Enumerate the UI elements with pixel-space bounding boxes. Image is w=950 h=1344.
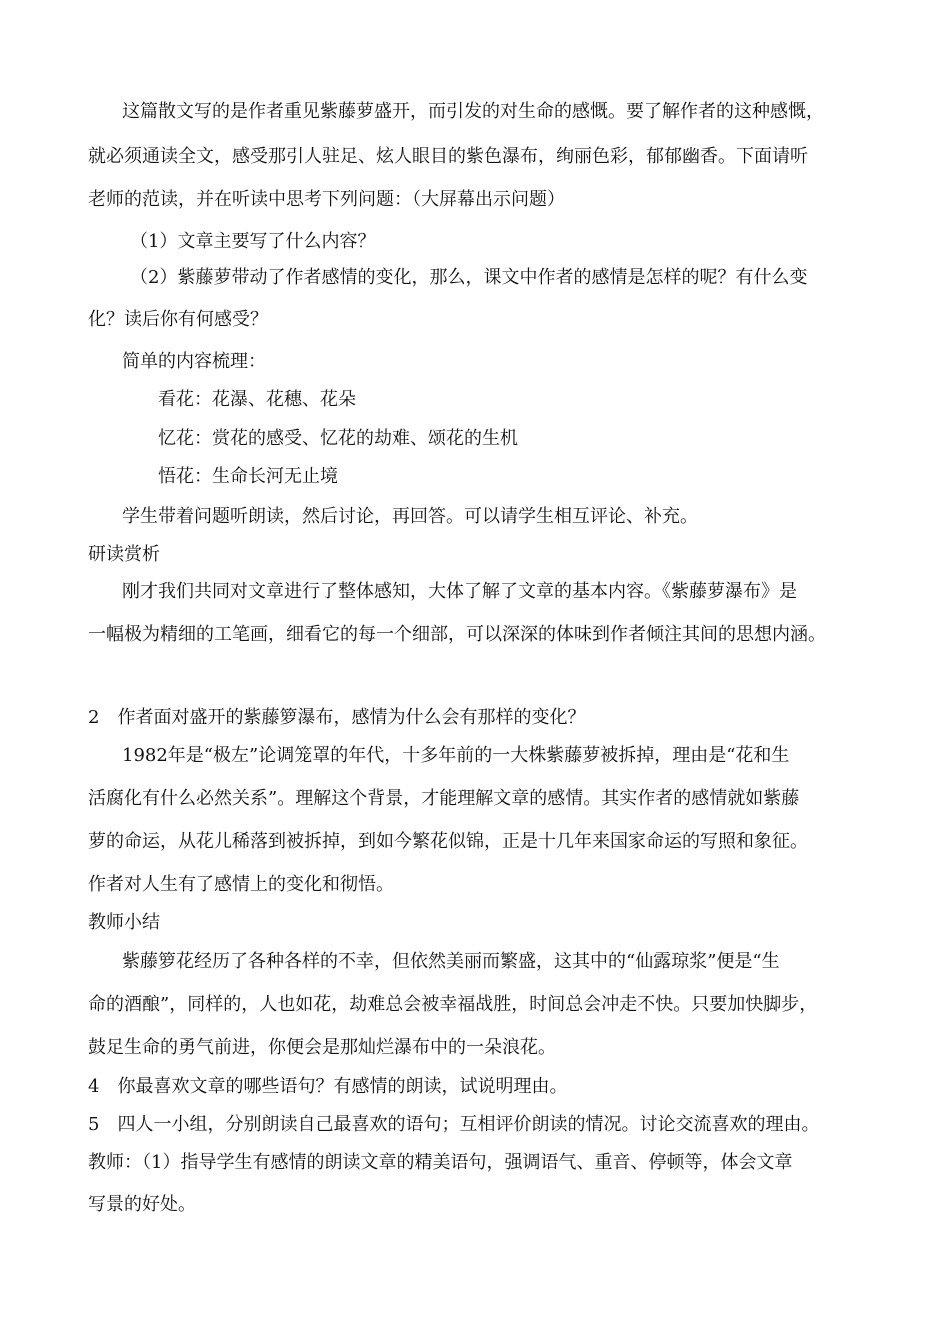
teacher-note-line-1: 教师：（1）指导学生有感情的朗读文章的精美语句，强调语气、重音、停顿等，体会文章 [88,1152,793,1173]
section-heading-summary: 教师小结 [88,912,160,933]
paragraph-study-line-1: 刚才我们共同对文章进行了整体感知，大体了解了文章的基本内容。《紫藤萝瀑布》是 [122,581,797,602]
outline-heading: 简单的内容梳理： [122,351,266,372]
question-item-5: 5 四人一小组，分别朗读自己最喜欢的语句；互相评价朗读的情况。讨论交流喜欢的理由。 [88,1114,820,1135]
question-item-2: 2 作者面对盛开的紫藤箩瀑布，感情为什么会有那样的变化？ [88,707,586,728]
teacher-note-line-2: 写景的好处。 [88,1194,196,1215]
paragraph-summary-line-3: 鼓足生命的勇气前进，你便会是那灿烂瀑布中的一朵浪花。 [88,1037,556,1058]
paragraph-intro-line-1: 这篇散文写的是作者重见紫藤萝盛开，而引发的对生命的感慨。要了解作者的这种感慨， [122,101,824,122]
paragraph-summary-line-2: 命的酒酿”，同样的，人也如花，劫难总会被幸福战胜，时间总会冲走不快。只要加快脚步， [88,994,818,1015]
question-2-line-1: （2）紫藤萝带动了作者感情的变化，那么，课文中作者的感情是怎样的呢？有什么变 [130,267,808,288]
student-activity: 学生带着问题听朗读，然后讨论，再回答。可以请学生相互评论、补充。 [122,506,698,527]
paragraph-intro-line-3: 老师的范读，并在听读中思考下列问题：（大屏幕出示问题） [88,189,565,210]
section-heading-study: 研读赏析 [88,544,160,565]
paragraph-intro-line-2: 就必须通读全文，感受那引人驻足、炫人眼目的紫色瀑布，绚丽色彩，郁郁幽香。下面请听 [88,146,808,167]
paragraph-summary-line-1: 紫藤箩花经历了各种各样的不幸，但依然美丽而繁盛，这其中的“仙露琼浆”便是“生 [122,951,780,972]
question-item-4: 4 你最喜欢文章的哪些语句？有感情的朗读，试说明理由。 [88,1076,568,1097]
question-2-line-2: 化？读后你有何感受？ [88,309,268,330]
outline-item-recall: 忆花：赏花的感受、忆花的劫难、颂花的生机 [158,428,518,449]
outline-item-look: 看花：花瀑、花穗、花朵 [158,389,356,410]
question-1: （1）文章主要写了什么内容？ [130,231,376,252]
paragraph-background-line-1: 1982年是“极左”论调笼罩的年代，十多年前的一大株紫藤萝被拆掉，理由是“花和生 [122,745,790,766]
outline-item-realize: 悟花：生命长河无止境 [158,466,338,487]
paragraph-study-line-2: 一幅极为精细的工笔画，细看它的每一个细部，可以深深的体味到作者倾注其间的思想内涵。 [88,624,826,645]
paragraph-background-line-3: 萝的命运，从花儿稀落到被拆掉，到如今繁花似锦，正是十几年来国家命运的写照和象征。 [88,831,808,852]
paragraph-background-line-4: 作者对人生有了感情上的变化和彻悟。 [88,874,394,895]
paragraph-background-line-2: 活腐化有什么必然关系”。理解这个背景，才能理解文章的感情。其实作者的感情就如紫藤 [88,788,800,809]
